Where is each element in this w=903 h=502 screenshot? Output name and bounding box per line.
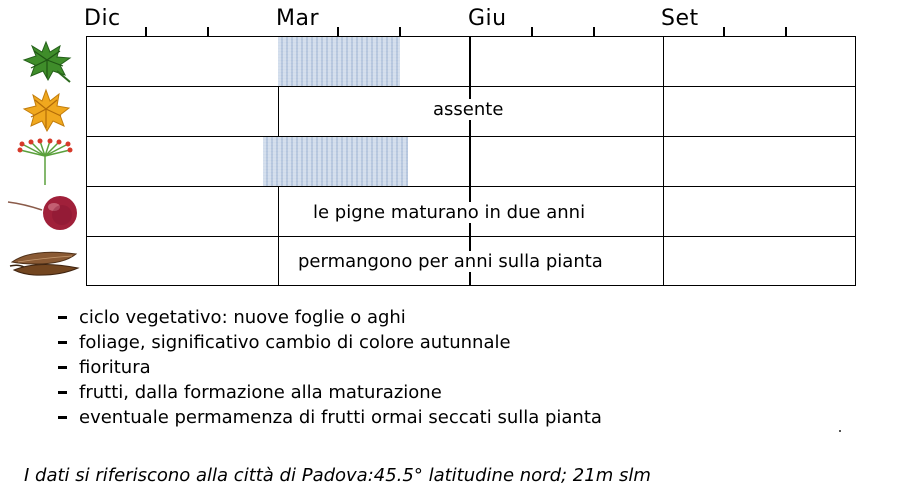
green-leaf-icon: [20, 38, 74, 84]
grid-row-line: [86, 186, 856, 187]
month-label-set: Set: [661, 6, 699, 31]
month-label-giu: Giu: [468, 6, 507, 31]
fruit-row-text: le pigne maturano in due anni: [309, 202, 589, 223]
dry-pods-icon: [8, 242, 80, 280]
vegetative-cycle-period: [278, 37, 400, 86]
legend-dash: [58, 391, 67, 394]
legend-item: [58, 305, 602, 330]
legend-item: [58, 380, 602, 405]
legend-label: eventuale permamenza di frutti ormai seccati sulla pianta: [79, 407, 602, 428]
legend-dash: [58, 316, 67, 319]
month-label-dic: Dic: [84, 6, 121, 31]
grid-column-line: [663, 36, 664, 286]
june-marker-line: [469, 36, 471, 286]
month-label-mar: Mar: [276, 6, 320, 31]
legend-item: [58, 355, 602, 380]
red-fruit-icon: [6, 192, 80, 232]
legend-dash: [58, 341, 67, 344]
footnote: I dati si riferiscono alla città di Padova:45.5° latitudine nord; 21m slm: [24, 465, 651, 486]
legend-item: [58, 330, 602, 355]
dry-fruit-row-text: permangono per anni sulla pianta: [294, 251, 607, 272]
grid-row-line: [86, 136, 856, 137]
legend-label: ciclo vegetativo: nuove foglie o aghi: [79, 307, 406, 328]
stray-dot: [839, 430, 841, 432]
legend-label: frutti, dalla formazione alla maturazione: [79, 382, 442, 403]
grid-row-line: [86, 236, 856, 237]
legend-label: fioritura: [79, 357, 151, 378]
flower-umbel-icon: [16, 138, 74, 186]
legend-dash: [58, 366, 67, 369]
orange-leaf-icon: [20, 88, 72, 134]
flowering-period: [263, 137, 408, 186]
legend: [58, 305, 602, 430]
legend-label: foliage, significativo cambio di colore autunnale: [79, 332, 511, 353]
foliage-row-text: assente: [429, 99, 507, 120]
phenology-grid: [86, 36, 856, 286]
grid-row-line: [86, 86, 856, 87]
legend-dash: [58, 416, 67, 419]
legend-item: [58, 405, 602, 430]
